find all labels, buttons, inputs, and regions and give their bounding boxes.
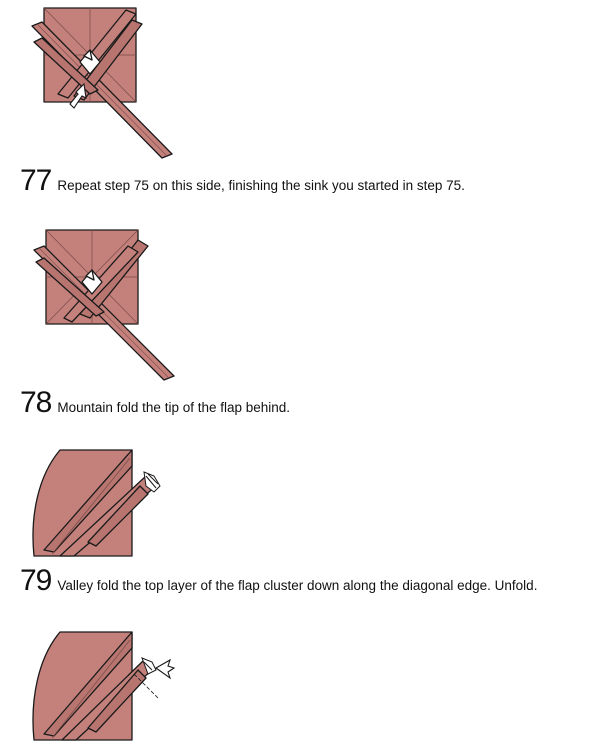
step-79 xyxy=(20,566,537,596)
origami-diagram-step-78 xyxy=(30,446,164,560)
step-number: 78 xyxy=(20,386,52,419)
step-number: 77 xyxy=(20,164,52,197)
origami-diagram-step-76 xyxy=(28,4,178,160)
step-number: 79 xyxy=(20,564,52,597)
step-instruction: Mountain fold the tip of the flap behind. xyxy=(57,400,291,415)
origami-diagram-step-77 xyxy=(28,226,180,382)
push-arrow-icon xyxy=(156,660,174,678)
origami-diagram-step-79 xyxy=(30,628,176,746)
step-77 xyxy=(20,166,465,196)
step-instruction: Valley fold the top layer of the flap cluster down along the diagonal edge. Unfold. xyxy=(57,578,538,593)
step-instruction: Repeat step 75 on this side, finishing the sink you started in step 75. xyxy=(57,178,465,193)
step-78 xyxy=(20,388,290,418)
watermark xyxy=(578,730,582,740)
